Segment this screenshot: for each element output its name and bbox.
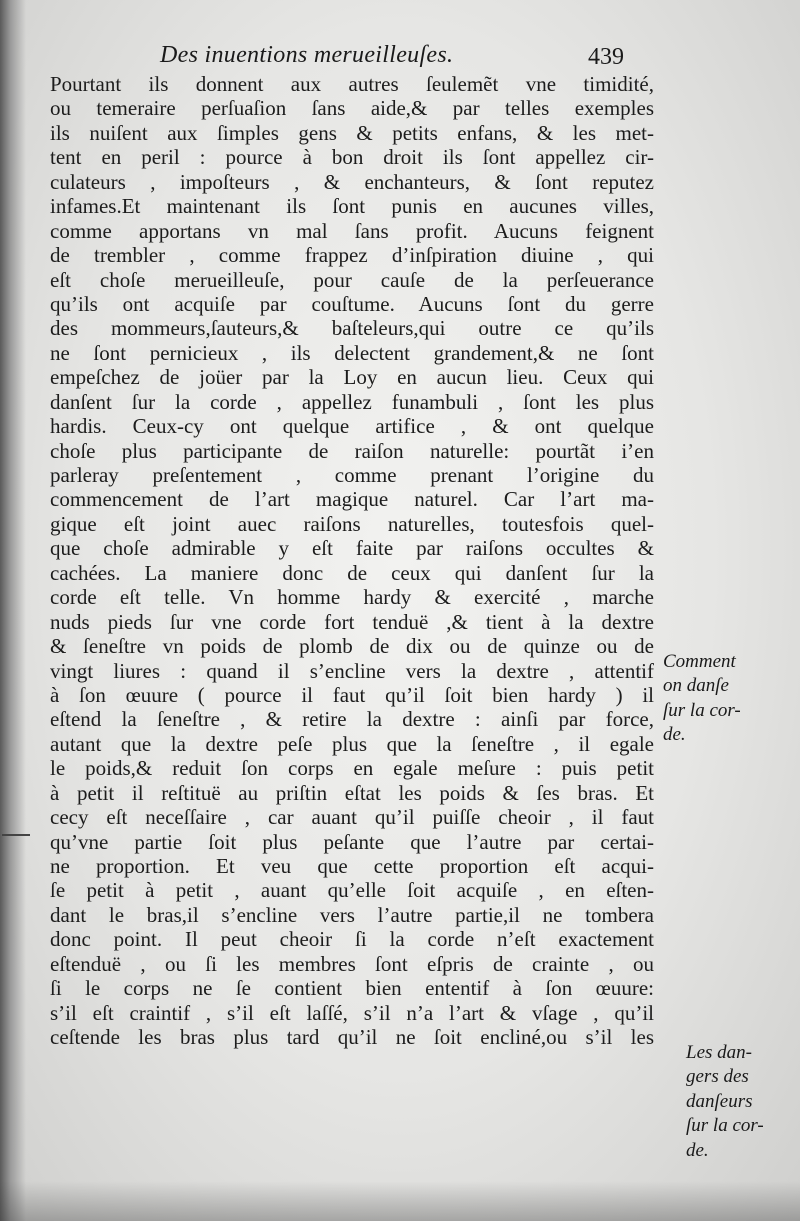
text-line: dant le bras,il s’encline vers l’autre partie,il ne tombera [50, 902, 654, 927]
margin-note-line: ſur la cor- [663, 699, 741, 721]
text-line: tent en peril : pource à bon droit ils ſont appellez cir- [50, 145, 654, 170]
text-line: & ſeneſtre vn poids de plomb de dix ou de quinze ou de [50, 634, 654, 659]
text-line: ou temeraire perſuaſion ſans aide,& par telles exemples [50, 96, 654, 121]
text-line: commencement de l’art magique naturel. Car l’art ma- [50, 487, 654, 512]
text-line: à ſon œuure ( pource il faut qu’il ſoit bien hardy ) il [50, 682, 654, 707]
text-line: comme apportans vn mal ſans profit. Aucuns feignent [50, 218, 654, 243]
text-line: eſt choſe merueilleuſe, pour cauſe de la perſeuerance [50, 267, 654, 292]
text-line: culateurs , impoſteurs , & enchanteurs, & ſont reputez [50, 169, 654, 194]
text-line: gique eſt joint auec raiſons naturelles, toutesfois quel- [50, 511, 654, 536]
margin-note-line: on danſe [663, 675, 729, 697]
text-line: le poids,& reduit ſon corps en egale meſure : puis petit [50, 756, 654, 781]
margin-note-line: de. [686, 1139, 709, 1161]
text-line: infames.Et maintenant ils ſont punis en aucunes villes, [50, 194, 654, 219]
margin-note-dangers [686, 1041, 764, 1163]
text-line: choſe plus participante de raiſon naturelle: pourtãt i’en [50, 438, 654, 463]
text-line: danſent ſur la corde , appellez funambuli , ſont les plus [50, 389, 654, 414]
body-text [50, 72, 654, 1182]
margin-note-line: ſur la cor- [686, 1115, 764, 1137]
running-title: Des inuentions merueilleuſes. [160, 42, 454, 68]
text-line: ſi le corps ne ſe contient bien ententif à ſon œuure: [50, 976, 654, 1001]
text-line: ceſtende les bras plus tard qu’il ne ſoit encliné,ou s’il les [50, 1025, 654, 1050]
text-line: donc point. Il peut cheoir ſi la corde n’eſt exactement [50, 927, 654, 952]
binding-shadow [0, 0, 26, 1221]
text-line: cecy eſt neceſſaire , car auant qu’il puiſſe cheoir , il faut [50, 805, 654, 830]
text-line: autant que la dextre peſe plus que la ſeneſtre , il egale [50, 731, 654, 756]
text-line: qu’ils ont acquiſe par couſtume. Aucuns ſont du gerre [50, 291, 654, 316]
margin-note-line: Les dan- [686, 1042, 752, 1063]
text-line: vingt liures : quand il s’encline vers la dextre , attentif [50, 658, 654, 683]
text-line: des mommeurs,ſauteurs,& baſteleurs,qui outre ce qu’ils [50, 316, 654, 341]
text-line: corde eſt telle. Vn homme hardy & exercité , marche [50, 585, 654, 610]
margin-note-line: gers des [686, 1066, 749, 1088]
text-line: s’il eſt craintif , s’il eſt laſſé, s’il n’a l’art & vſage , qu’il [50, 1000, 654, 1025]
page-bottom-shade [0, 1181, 800, 1221]
text-line: empeſchez de joüer par la Loy en aucun lieu. Ceux qui [50, 365, 654, 390]
text-line: de trembler , comme frappez d’inſpiration diuine , qui [50, 243, 654, 268]
text-line: que choſe admirable y eſt faite par raiſons occultes & [50, 536, 654, 561]
margin-note-line: danſeurs [686, 1090, 753, 1112]
margin-note-how-to-dance [663, 650, 741, 748]
page-number: 439 [588, 44, 624, 70]
text-line: à petit il reſtituë au priſtin eſtat les poids & ſes bras. Et [50, 780, 654, 805]
margin-note-line: de. [663, 724, 686, 746]
text-line: ſe petit à petit , auant qu’elle ſoit acquiſe , en eſten- [50, 878, 654, 903]
text-line: parleray preſentement , comme prenant l’origine du [50, 463, 654, 487]
page-header [140, 40, 660, 76]
text-line: hardis. Ceux-cy ont quelque artifice , & ont quelque [50, 414, 654, 439]
margin-mark [2, 834, 30, 836]
show-through-text [712, 150, 792, 450]
text-line: Pourtant ils donnent aux autres ſeulemẽt vne timidité, [50, 72, 654, 96]
text-line: qu’vne partie ſoit plus peſante que l’autre par certai- [50, 829, 654, 854]
text-line: eſtend la ſeneſtre , & retire la dextre : ainſi par force, [50, 707, 654, 732]
text-line: ne proportion. Et veu que cette proportion eſt acqui- [50, 854, 654, 878]
text-line: eſtenduë , ou ſi les membres ſont eſpris de crainte , ou [50, 951, 654, 976]
text-line: cachées. La maniere donc de ceux qui danſent ſur la [50, 560, 654, 585]
text-line: ils nuiſent aux ſimples gens & petits enfans, & les met- [50, 120, 654, 145]
text-line: ne ſont pernicieux , ils delectent grandement,& ne ſont [50, 340, 654, 365]
text-line: nuds pieds ſur vne corde fort tenduë ,& tient à la dextre [50, 609, 654, 634]
margin-note-line: Comment [663, 651, 736, 672]
